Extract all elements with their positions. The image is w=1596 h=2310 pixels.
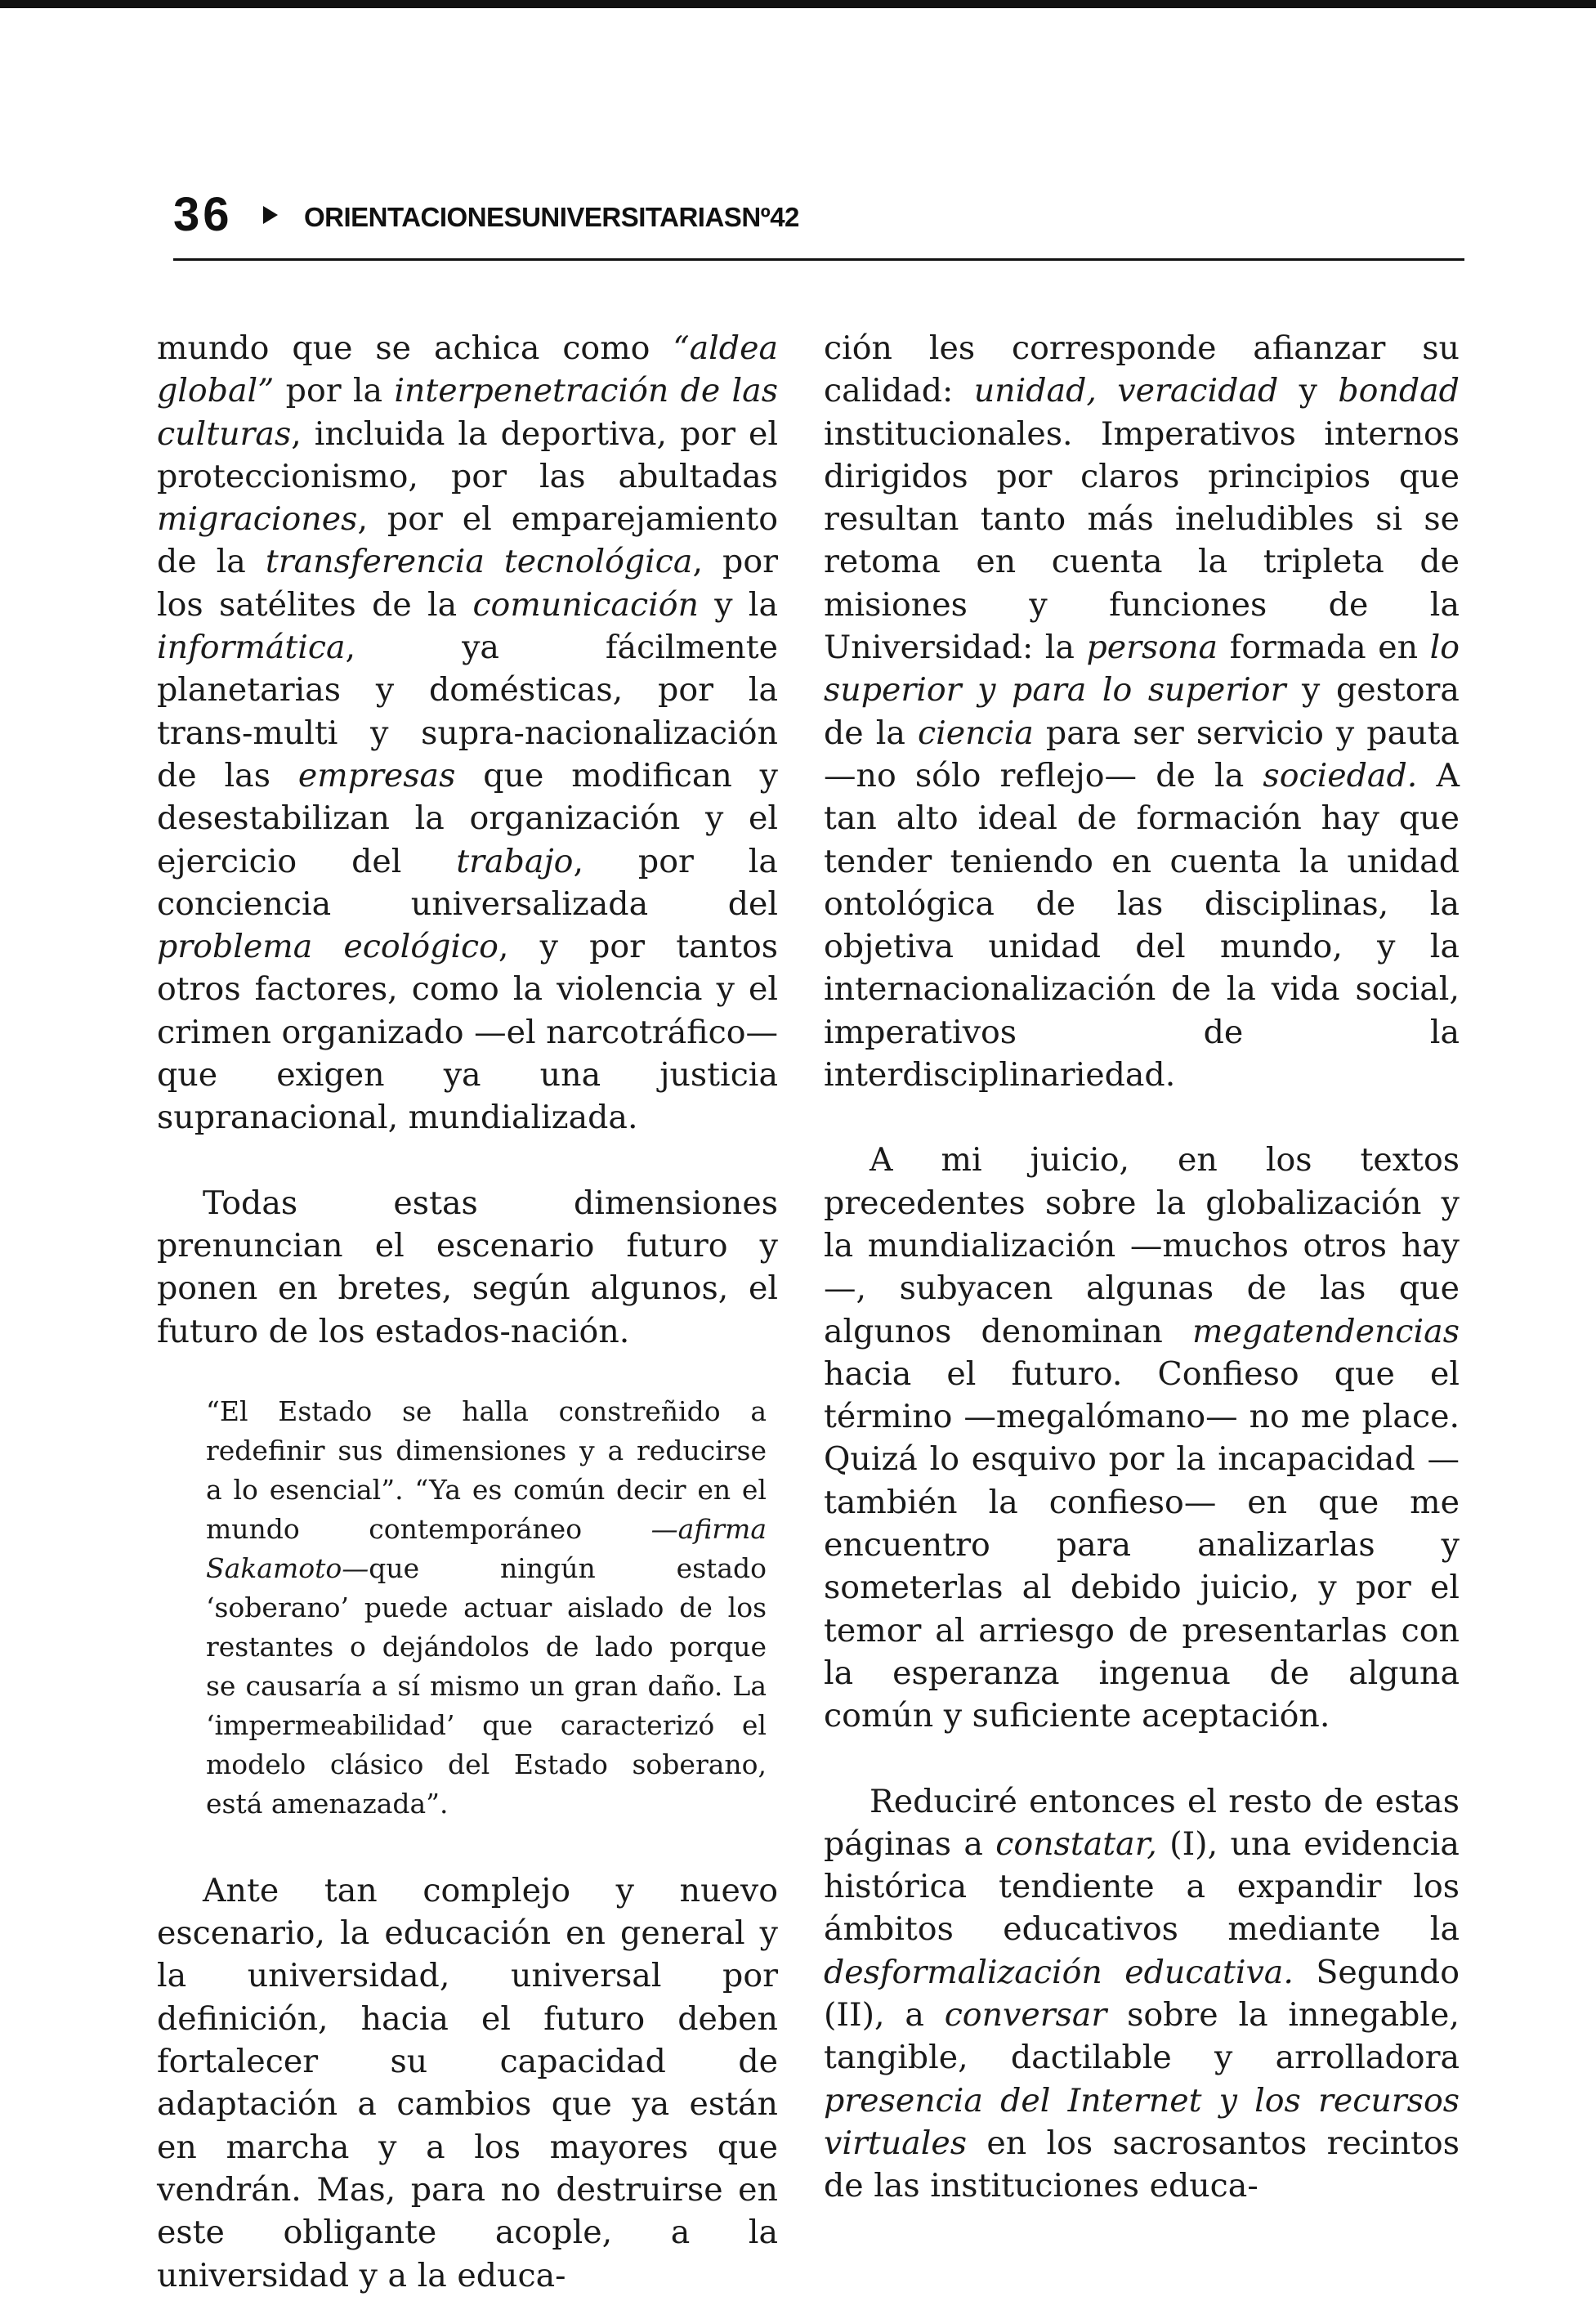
- right-column: [824, 327, 1460, 2207]
- left-paragraph-3: Ante tan complejo y nuevo escenario, la educación en general y la universidad, universal por definición, hacia el futuro deben fortalecer su capacidad de adaptación a cambios que ya están en marcha y a los mayores que vendrán. Mas, para no destruirse en este obligante acople, a la universidad y a la educa-: [157, 1871, 778, 2294]
- left-paragraph-2: Todas estas dimensiones prenuncian el escenario futuro y ponen en bretes, según algunos, el futuro de los estados-nación.: [157, 1184, 778, 1350]
- left-column: [157, 327, 778, 2297]
- page-header: [173, 186, 1464, 260]
- right-paragraph-1: ción les corresponde afianzar su calidad: unidad, veracidad y bondad institucionales. Imperativos internos dirigidos por claros principios que resultan tanto más ineludibles si se retoma en cuenta la tripleta de misiones y funciones de la Universidad: la persona formada en lo superior y para lo superior y gestora de la ciencia para ser servicio y pauta —no sólo reflejo— de la sociedad. A tan alto ideal de formación hay que tender teniendo en cuenta la unidad ontológica de las disciplinas, la objetiva unidad del mundo, y la internacionalización de la vida social, imperativos de la interdisciplinariedad.: [824, 329, 1460, 1095]
- page-top-edge: [0, 0, 1596, 8]
- triangle-arrow-icon: [263, 206, 278, 224]
- right-paragraph-3: Reduciré entonces el resto de estas páginas a constatar, (I), una evidencia histórica tendiente a expandir los ámbitos educativos mediante la desformalización educativa. Segundo (II), a conversar sobre la innegable, tangible, dactilable y arrolladora presencia del Internet y los recursos virtuales en los sacrosantos recintos de las instituciones educa-: [824, 1782, 1460, 2205]
- page-number: 36: [173, 188, 233, 241]
- running-head: ORIENTACIONESUNIVERSITARIASNº42: [304, 202, 799, 232]
- left-paragraph-1: mundo que se achica como “aldea global” por la interpenetración de las culturas, incluida la deportiva, por el proteccionismo, por las abultadas migraciones, por el emparejamiento de la transferencia tecnológica, por los satélites de la comunicación y la informática, ya fácilmente planetarias y domésticas, por la trans-multi y supra-nacionalización de las empresas que modifican y desestabilizan la organización y el ejercicio del trabajo, por la conciencia universalizada del problema ecológico, y por tantos otros factores, como la violencia y el crimen organizado —el narcotráfico— que exigen ya una justicia supranacional, mundializada.: [157, 329, 778, 1137]
- block-quote: “El Estado se halla constreñido a redefinir sus dimensiones y a reducirse a lo esencial”. “Ya es común decir en el mundo contemporáneo —afirma Sakamoto—que ningún estado ‘soberano’ puede actuar aislado de los restantes o dejándolos de lado porque se causaría a sí mismo un gran daño. La ‘impermeabilidad’ que caracterizó el modelo clásico del Estado soberano, está amenazada”.: [206, 1395, 767, 1820]
- header-rule: [173, 258, 1464, 261]
- right-paragraph-2: A mi juicio, en los textos precedentes sobre la globalización y la mundialización —muchos otros hay—, subyacen algunas de las que algunos denominan megatendencias hacia el futuro. Confieso que el término —megalómano— no me place. Quizá lo esquivo por la incapacidad —también la confieso— en que me encuentro para analizarlas y someterlas al debido juicio, y por el temor al arriesgo de presentarlas con la esperanza ingenua de alguna común y suficiente aceptación.: [824, 1141, 1460, 1735]
